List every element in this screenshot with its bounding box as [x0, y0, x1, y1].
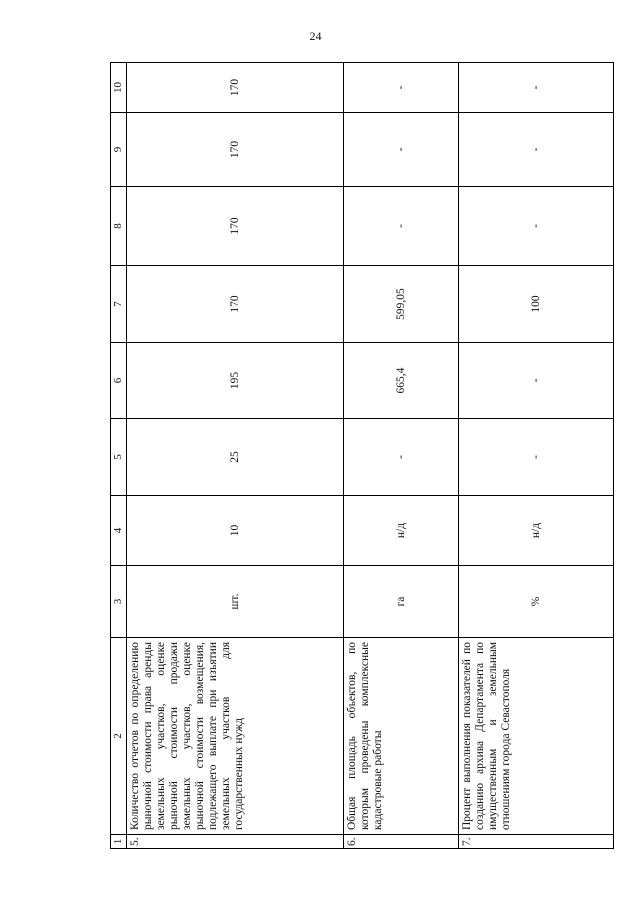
header-cell: 3 [111, 566, 127, 638]
value-cell: - [344, 187, 459, 266]
row-number: 5. [127, 835, 344, 849]
value-cell: 170 [127, 187, 344, 266]
rotated-table-block [110, 63, 600, 849]
header-cell: 7 [111, 266, 127, 343]
value-cell: 195 [127, 343, 344, 419]
indicator-name: Процент выполнения показателей по созданию архива Департамента по имущественным и земельным отношениям города Севастополя [459, 638, 614, 835]
header-cell: 8 [111, 187, 127, 266]
value-cell: 599,05 [344, 266, 459, 343]
table-row [127, 63, 344, 849]
value-cell: - [344, 63, 459, 113]
value-cell: н/д [459, 496, 614, 566]
header-row [111, 63, 127, 849]
value-cell: 10 [127, 496, 344, 566]
header-cell: 10 [111, 63, 127, 113]
indicators-table [110, 62, 614, 849]
indicator-name: Общая площадь объектов, по которым проведены комплексные кадастровые работы [344, 638, 459, 835]
header-cell: 6 [111, 343, 127, 419]
value-cell: - [344, 113, 459, 187]
value-cell: - [344, 419, 459, 496]
unit-cell: шт. [127, 566, 344, 638]
value-cell: 100 [459, 266, 614, 343]
row-number: 7. [459, 835, 614, 849]
header-cell: 2 [111, 638, 127, 835]
value-cell: 170 [127, 266, 344, 343]
value-cell: 25 [127, 419, 344, 496]
header-cell: 5 [111, 419, 127, 496]
value-cell: 170 [127, 113, 344, 187]
value-cell: - [459, 113, 614, 187]
page-number: 24 [309, 29, 322, 43]
table-row [344, 63, 459, 849]
value-cell: - [459, 63, 614, 113]
value-cell: н/д [344, 496, 459, 566]
value-cell: - [459, 419, 614, 496]
indicator-name: Количество отчетов по определению рыночной стоимости права аренды земельных участков, оценке рыночной стоимости продажи земельных участков, оценке рыночной стоимости возмещения, подлежащего выплате при изъятии земельных участков для государственных нужд [127, 638, 344, 835]
value-cell: 665,4 [344, 343, 459, 419]
unit-cell: га [344, 566, 459, 638]
value-cell: - [459, 187, 614, 266]
value-cell: 170 [127, 63, 344, 113]
row-number: 6. [344, 835, 459, 849]
table-row [459, 63, 614, 849]
unit-cell: % [459, 566, 614, 638]
value-cell: - [459, 343, 614, 419]
header-cell: 4 [111, 496, 127, 566]
header-cell: 9 [111, 113, 127, 187]
header-cell: 1 [111, 835, 127, 849]
table-container [110, 63, 600, 849]
